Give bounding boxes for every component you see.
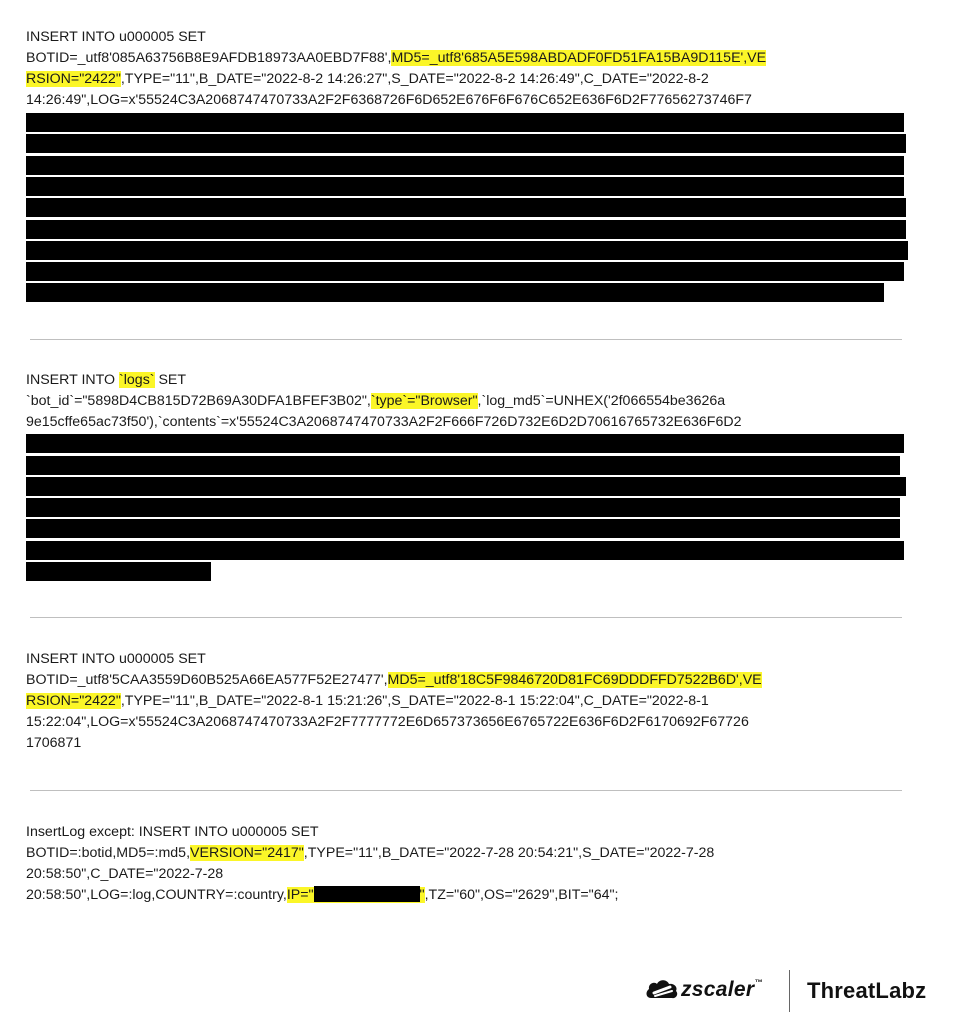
redacted-ip [314,886,420,902]
code-text: IP=" [286,887,314,903]
code-text: `bot_id`="5898D4CB815D72B69A30DFA1BFEF3B02", [26,393,371,409]
highlighted-md5: MD5=_utf8'685A5E598ABDADF0FD51FA15BA9D115E',VE [391,50,767,66]
redaction-bar [26,283,884,302]
redaction-bar [26,562,211,581]
redaction-bar [26,434,904,453]
redaction-bar [26,156,904,175]
code-line: 14:26:49",LOG=x'55524C3A2068747470733A2F2F6368726F6D652E676F6F676C652E636F6D2F77656273746F7 [26,92,752,108]
sql-block-1 [26,27,910,111]
highlighted-version: RSION="2422" [26,71,121,87]
footer-branding [645,970,945,1012]
redaction-bar [26,262,904,281]
footer-separator [789,970,790,1012]
sql-block-4 [26,822,910,906]
code-line [26,48,910,69]
zscaler-cloud-icon [645,978,679,1002]
threatlabz-wordmark: ThreatLabz [807,978,927,1003]
brand-name: zscaler [681,978,755,1001]
redaction-bar [26,113,904,132]
code-text: ,TYPE="11",B_DATE="2022-7-28 20:54:21",S_DATE="2022-7-28 [303,845,715,861]
redaction-bar [26,541,904,560]
zscaler-logo [645,976,785,1006]
code-line [26,691,910,712]
code-text: 20:58:50",LOG=:log,COUNTRY=:country, [26,887,287,903]
code-line: InsertLog except: INSERT INTO u000005 SET [26,824,319,840]
sql-block-2 [26,370,910,433]
code-line [26,670,910,691]
redaction-bar [26,241,908,260]
code-line: 15:22:04",LOG=x'55524C3A2068747470733A2F2F7777772E6D657373656E6765722E636F6D2F6170692F67726 [26,714,749,730]
code-text: ,TZ="60",OS="2629",BIT="64"; [424,887,619,903]
divider [30,617,902,618]
highlighted-logs-table: `logs` [119,372,155,388]
code-text: BOTID=_utf8'5CAA3559D60B525A66EA577F52E27477', [26,672,388,688]
code-line: 9e15cffe65ac73f50'),`contents`=x'55524C3A2068747470733A2F2F666F726D732E6D2D70616765732E636F6D2 [26,414,742,430]
redaction-bar [26,498,900,517]
code-text: " [419,887,425,903]
code-line [26,391,910,412]
code-line [26,370,910,391]
code-line: 1706871 [26,735,82,751]
highlighted-type: `type`="Browser" [370,393,478,409]
redaction-bar [26,220,906,239]
highlighted-version: RSION="2422" [26,693,121,709]
code-line: 20:58:50",C_DATE="2022-7-28 [26,866,224,882]
code-line [26,69,910,90]
highlighted-ip [287,887,425,903]
code-text: BOTID=:botid,MD5=:md5, [26,845,191,861]
code-line [26,885,910,906]
code-line: INSERT INTO u000005 SET [26,651,206,667]
redaction-bar [26,198,906,217]
redaction-bar [26,456,900,475]
highlighted-version: VERSION="2417" [190,845,304,861]
code-text: INSERT INTO [26,372,120,388]
code-text: BOTID=_utf8'085A63756B8E9AFDB18973AA0EBD7F88', [26,50,392,66]
code-line: INSERT INTO u000005 SET [26,29,206,45]
code-text: SET [154,372,187,388]
trademark-mark: ™ [754,978,763,987]
code-text: ,TYPE="11",B_DATE="2022-8-1 15:21:26",S_DATE="2022-8-1 15:22:04",C_DATE="2022-8-1 [120,693,709,709]
code-text: ,`log_md5`=UNHEX('2f066554be3626a [477,393,726,409]
redaction-bar [26,134,906,153]
code-line [26,843,910,864]
sql-block-3 [26,649,910,754]
redaction-bar [26,519,900,538]
zscaler-wordmark [681,978,763,1002]
divider [30,339,902,340]
redaction-bar [26,177,904,196]
divider [30,790,902,791]
redaction-bar [26,477,906,496]
highlighted-md5: MD5=_utf8'18C5F9846720D81FC69DDDFFD7522B6D',VE [387,672,762,688]
code-text: ,TYPE="11",B_DATE="2022-8-2 14:26:27",S_DATE="2022-8-2 14:26:49",C_DATE="2022-8-2 [120,71,709,87]
